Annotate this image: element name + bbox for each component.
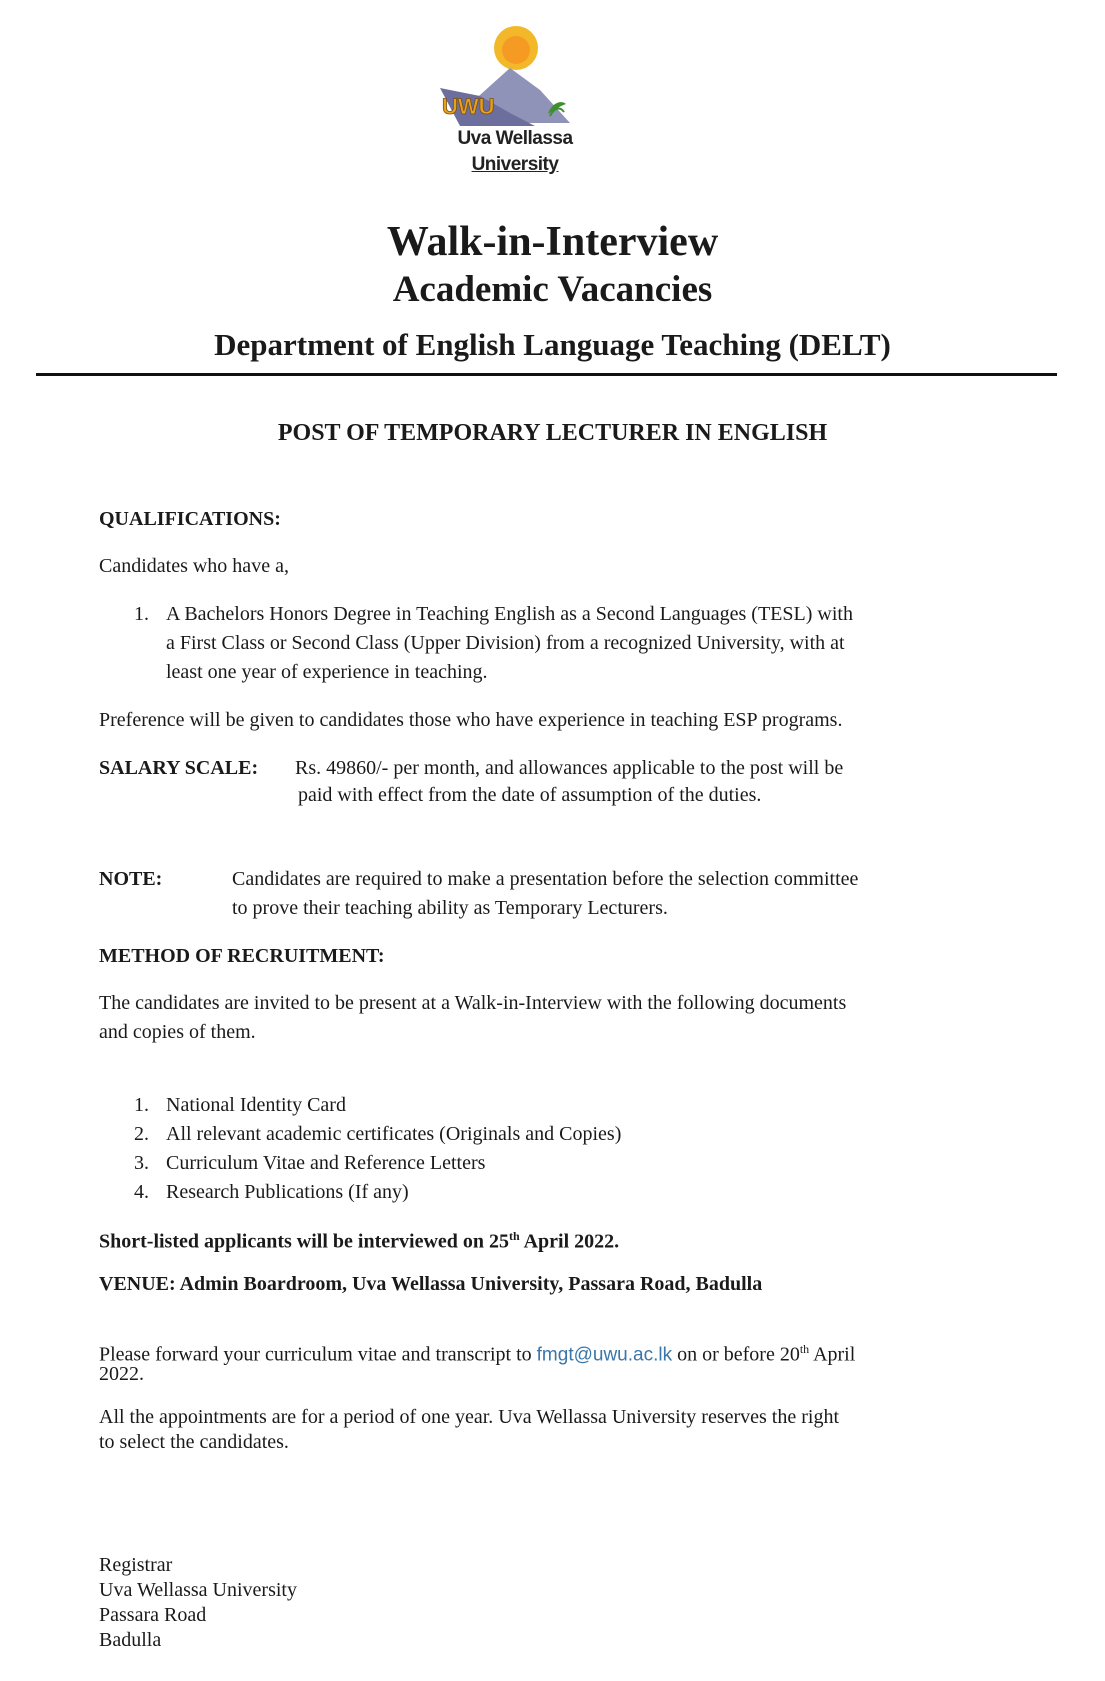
document-item: National Identity Card — [166, 1094, 346, 1116]
forward-line-2: 2022. — [99, 1363, 144, 1385]
document-number: 3. — [134, 1152, 149, 1174]
page-title: Walk-in-Interview — [386, 219, 719, 265]
appointments-line-1: All the appointments are for a period of one year. Uva Wellassa University reserves the right — [99, 1406, 840, 1428]
qualification-line: a First Class or Second Class (Upper Division) from a recognized University, with at — [166, 632, 845, 654]
recruitment-line-2: and copies of them. — [99, 1021, 256, 1043]
email-link[interactable]: fmgt@uwu.ac.lk — [536, 1344, 673, 1366]
note-line-2: to prove their teaching ability as Temporary Lecturers. — [232, 897, 668, 919]
note-label: NOTE: — [99, 868, 163, 890]
note-line-1: Candidates are required to make a presentation before the selection committee — [232, 868, 859, 890]
document-number: 1. — [134, 1094, 149, 1116]
qualification-number: 1. — [134, 603, 149, 625]
logo-mark: UWU — [442, 94, 495, 119]
department-name: Department of English Language Teaching (DELT) — [214, 327, 891, 362]
salary-line-2: paid with effect from the date of assumption of the duties. — [298, 784, 762, 806]
recruitment-heading: METHOD OF RECRUITMENT: — [99, 945, 385, 967]
document-item: Curriculum Vitae and Reference Letters — [166, 1152, 486, 1174]
qualification-line: A Bachelors Honors Degree in Teaching English as a Second Languages (TESL) with — [166, 603, 853, 625]
venue-text: VENUE: Admin Boardroom, Uva Wellassa University, Passara Road, Badulla — [99, 1273, 763, 1295]
signature-line: Badulla — [99, 1629, 162, 1651]
logo-line-1: Uva Wellassa — [457, 128, 573, 149]
salary-line-1: Rs. 49860/- per month, and allowances applicable to the post will be — [295, 757, 844, 779]
forward-line-1: Please forward your curriculum vitae and transcript to fmgt@uwu.ac.lk on or before 20th April — [99, 1342, 856, 1366]
signature-line: Passara Road — [99, 1604, 207, 1626]
page-subtitle: Academic Vacancies — [392, 269, 713, 310]
signature-line: Registrar — [99, 1554, 173, 1576]
logo-line-2: University — [471, 154, 559, 175]
preference-text: Preference will be given to candidates those who have experience in teaching ESP programs. — [99, 709, 843, 731]
qualifications-intro: Candidates who have a, — [99, 555, 289, 577]
interview-date: Short-listed applicants will be interviewed on 25th April 2022. — [99, 1229, 620, 1253]
recruitment-line-1: The candidates are invited to be present at a Walk-in-Interview with the following documents — [99, 992, 847, 1014]
document-item: All relevant academic certificates (Originals and Copies) — [166, 1123, 622, 1145]
salary-label: SALARY SCALE: — [99, 757, 259, 779]
document-number: 4. — [134, 1181, 149, 1203]
appointments-line-2: to select the candidates. — [99, 1431, 289, 1453]
qualification-line: least one year of experience in teaching. — [166, 661, 488, 683]
document-item: Research Publications (If any) — [166, 1181, 409, 1203]
qualifications-heading: QUALIFICATIONS: — [99, 508, 281, 530]
university-logo — [440, 18, 590, 188]
header-divider — [36, 373, 1057, 376]
signature-line: Uva Wellassa University — [99, 1579, 297, 1601]
post-title: POST OF TEMPORARY LECTURER IN ENGLISH — [277, 420, 828, 446]
document-number: 2. — [134, 1123, 149, 1145]
logo-emblem-icon — [440, 18, 590, 128]
